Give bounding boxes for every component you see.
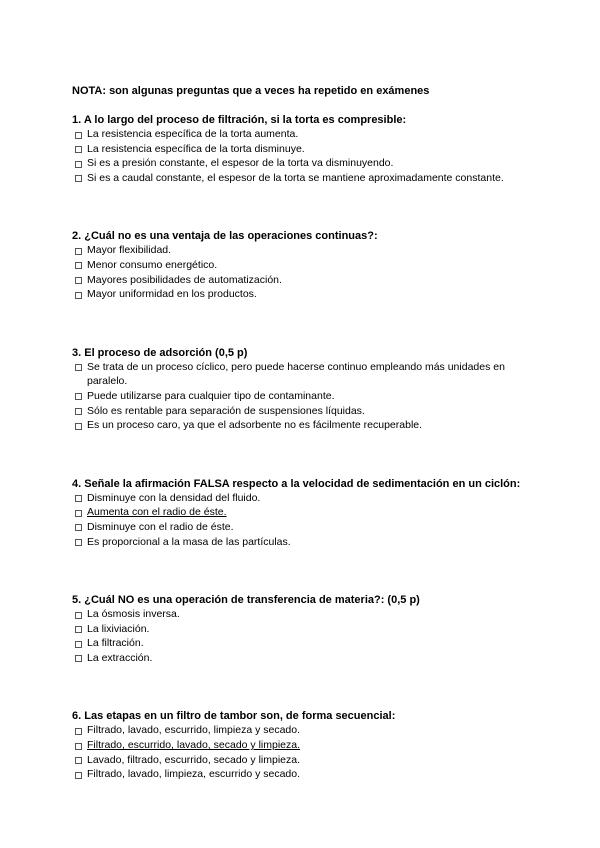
option-text: Si es a presión constante, el espesor de la torta va disminuyendo. bbox=[87, 157, 394, 170]
checkbox-icon[interactable] bbox=[75, 772, 82, 779]
option-item bbox=[72, 622, 542, 637]
option-item bbox=[72, 273, 542, 288]
option-item bbox=[72, 127, 542, 142]
checkbox-icon[interactable] bbox=[75, 423, 82, 430]
option-item bbox=[72, 723, 542, 738]
option-text: La lixiviación. bbox=[87, 622, 150, 635]
option-item bbox=[72, 753, 542, 768]
spacer bbox=[72, 665, 542, 709]
option-text: Disminuye con la densidad del fluido. bbox=[87, 491, 261, 504]
checkbox-icon[interactable] bbox=[75, 175, 82, 182]
note-heading: NOTA: son algunas preguntas que a veces ha repetido en exámenes bbox=[72, 85, 430, 97]
option-item bbox=[72, 418, 542, 433]
question-1 bbox=[72, 113, 542, 229]
option-item bbox=[72, 636, 542, 651]
checkbox-icon[interactable] bbox=[75, 277, 82, 284]
option-item bbox=[72, 258, 542, 273]
checkbox-icon[interactable] bbox=[75, 146, 82, 153]
option-text: Se trata de un proceso cíclico, pero puede hacerse continuo empleando más unidades en paralelo. bbox=[87, 360, 505, 388]
option-list bbox=[72, 723, 542, 781]
checkbox-icon[interactable] bbox=[75, 248, 82, 255]
spacer bbox=[72, 185, 542, 229]
checkbox-icon[interactable] bbox=[75, 655, 82, 662]
option-text: Lavado, filtrado, escurrido, secado y limpieza. bbox=[87, 753, 301, 766]
option-item bbox=[72, 505, 542, 520]
question-title: 2. ¿Cuál no es una ventaja de las operaciones continuas?: bbox=[72, 230, 378, 243]
option-list bbox=[72, 243, 542, 301]
checkbox-icon[interactable] bbox=[75, 524, 82, 531]
question-title: 4. Señale la afirmación FALSA respecto a la velocidad de sedimentación en un ciclón: bbox=[72, 477, 521, 490]
option-text: Filtrado, lavado, escurrido, limpieza y secado. bbox=[87, 724, 301, 737]
question-title: 3. El proceso de adsorción (0,5 p) bbox=[72, 346, 248, 359]
option-text: Disminuye con el radio de éste. bbox=[87, 520, 234, 533]
option-item bbox=[72, 491, 542, 506]
question-5 bbox=[72, 593, 542, 709]
checkbox-icon[interactable] bbox=[75, 393, 82, 400]
option-text: La ósmosis inversa. bbox=[87, 608, 180, 621]
option-text: Filtrado, lavado, limpieza, escurrido y secado. bbox=[87, 768, 301, 781]
question-3 bbox=[72, 346, 542, 477]
checkbox-icon[interactable] bbox=[75, 262, 82, 269]
option-text: La filtración. bbox=[87, 637, 144, 650]
checkbox-icon[interactable] bbox=[75, 539, 82, 546]
checkbox-icon[interactable] bbox=[75, 292, 82, 299]
option-item bbox=[72, 738, 542, 753]
option-list bbox=[72, 491, 542, 549]
question-list bbox=[72, 113, 542, 782]
option-item bbox=[72, 360, 542, 389]
option-text: Mayores posibilidades de automatización. bbox=[87, 273, 282, 286]
option-text: Es un proceso caro, ya que el adsorbente no es fácilmente recuperable. bbox=[87, 419, 423, 432]
question-6 bbox=[72, 709, 542, 781]
option-item bbox=[72, 651, 542, 666]
option-text: Filtrado, escurrido, lavado, secado y limpieza. bbox=[87, 739, 301, 752]
question-4 bbox=[72, 477, 542, 593]
spacer bbox=[72, 433, 542, 477]
option-text: La extracción. bbox=[87, 651, 153, 664]
checkbox-icon[interactable] bbox=[75, 743, 82, 750]
question-title: 6. Las etapas en un filtro de tambor son, de forma secuencial: bbox=[72, 710, 396, 723]
option-item bbox=[72, 404, 542, 419]
option-text: Sólo es rentable para separación de suspensiones líquidas. bbox=[87, 404, 365, 417]
option-text: Es proporcional a la masa de las partículas. bbox=[87, 535, 291, 548]
option-item bbox=[72, 535, 542, 550]
checkbox-icon[interactable] bbox=[75, 728, 82, 735]
option-text: Puede utilizarse para cualquier tipo de contaminante. bbox=[87, 389, 335, 402]
option-text: Si es a caudal constante, el espesor de la torta se mantiene aproximadamente constante. bbox=[87, 171, 504, 184]
option-list bbox=[72, 607, 542, 665]
checkbox-icon[interactable] bbox=[75, 495, 82, 502]
checkbox-icon[interactable] bbox=[75, 364, 82, 371]
spacer bbox=[72, 549, 542, 593]
option-item bbox=[72, 287, 542, 302]
checkbox-icon[interactable] bbox=[75, 132, 82, 139]
option-item bbox=[72, 156, 542, 171]
option-item bbox=[72, 171, 542, 186]
checkbox-icon[interactable] bbox=[75, 757, 82, 764]
document-page bbox=[72, 84, 542, 782]
question-title: 5. ¿Cuál NO es una operación de transferencia de materia?: (0,5 p) bbox=[72, 594, 420, 607]
checkbox-icon[interactable] bbox=[75, 626, 82, 633]
option-list bbox=[72, 127, 542, 185]
option-text: Aumenta con el radio de éste. bbox=[87, 506, 227, 519]
option-text: Mayor flexibilidad. bbox=[87, 244, 172, 257]
option-item bbox=[72, 520, 542, 535]
option-item bbox=[72, 389, 542, 404]
option-item bbox=[72, 243, 542, 258]
checkbox-icon[interactable] bbox=[75, 612, 82, 619]
option-text: La resistencia específica de la torta aumenta. bbox=[87, 128, 299, 140]
checkbox-icon[interactable] bbox=[75, 510, 82, 517]
option-list bbox=[72, 360, 542, 433]
checkbox-icon[interactable] bbox=[75, 161, 82, 168]
question-title: 1. A lo largo del proceso de filtración, si la torta es compresible: bbox=[72, 114, 407, 126]
option-text: La resistencia específica de la torta disminuye. bbox=[87, 142, 305, 155]
question-2 bbox=[72, 229, 542, 345]
checkbox-icon[interactable] bbox=[75, 641, 82, 648]
option-text: Menor consumo energético. bbox=[87, 258, 218, 271]
option-item bbox=[72, 607, 542, 622]
option-item bbox=[72, 142, 542, 157]
option-item bbox=[72, 767, 542, 782]
option-text: Mayor uniformidad en los productos. bbox=[87, 288, 257, 301]
checkbox-icon[interactable] bbox=[75, 408, 82, 415]
spacer bbox=[72, 302, 542, 346]
